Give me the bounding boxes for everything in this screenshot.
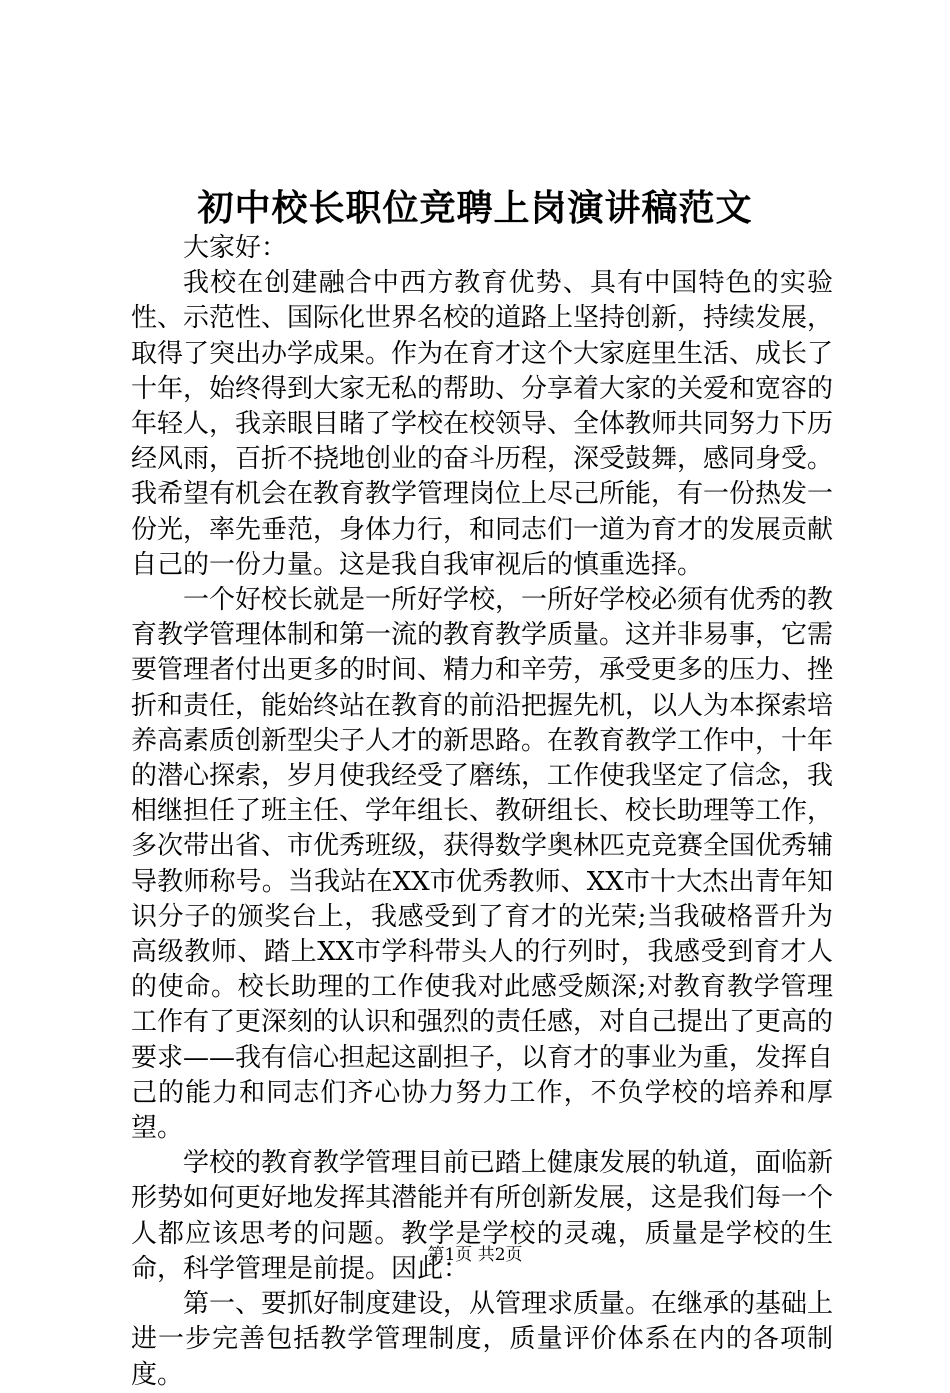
paragraph: 我校在创建融合中西方教育优势、具有中国特色的实验性、示范性、国际化世界名校的道路上坚持创新，持续发展，取得了突出办学成果。作为在育才这个大家庭里生活、成长了十年，始终得到大家无私的帮助、分享着大家的关爱和宽容的年轻人，我亲眼目睹了学校在校领导、全体教师共同努力下历经风雨，百折不挠地创业的奋斗历程，深受鼓舞，感同身受。我希望有机会在教育教学管理岗位上尽己所能，有一份热发一份光，率先垂范，身体力行，和同志们一道为育才的发展贡献自己的一份力量。这是我自我审视后的慎重选择。 bbox=[131, 268, 834, 580]
paragraph: 一个好校长就是一所好学校，一所好学校必须有优秀的教育教学管理体制和第一流的教育教学质量。这并非易事，它需要管理者付出更多的时间、精力和辛劳，承受更多的压力、挫折和责任，能始终站在教育的前沿把握先机，以人为本探索培养高素质创新型尖子人才的新思路。在教育教学工作中，十年的潜心探索，岁月使我经受了磨练，工作使我坚定了信念，我相继担任了班主任、学年组长、教研组长、校长助理等工作，多次带出省、市优秀班级，获得数学奥林匹克竞赛全国优秀辅导教师称号。当我站在XX市优秀教师、XX市十大杰出青年知识分子的颁奖台上，我感受到了育才的光荣;当我破格晋升为高级教师、踏上XX市学科带头人的行列时，我感受到育才人的使命。校长助理的工作使我对此感受颇深;对教育教学管理工作有了更深刻的认识和强烈的责任感，对自己提出了更高的要求——我有信心担起这副担子，以育才的事业为重，发挥自己的能力和同志们齐心协力努力工作，不负学校的培养和厚望。 bbox=[131, 585, 834, 1144]
paragraph: 第一、要抓好制度建设，从管理求质量。在继承的基础上进一步完善包括教学管理制度，质量评价体系在内的各项制度。 bbox=[131, 1289, 834, 1390]
document-body bbox=[131, 231, 833, 1393]
page-number-footer: 第1页 共2页 bbox=[427, 1245, 523, 1265]
paragraph: 学校的教育教学管理目前已踏上健康发展的轨道，面临新形势如何更好地发挥其潜能并有所创新发展，这是我们每一个人都应该思考的问题。教学是学校的灵魂，质量是学校的生命，科学管理是前提。因此： bbox=[131, 1148, 834, 1284]
paragraph-greeting: 大家好： bbox=[183, 233, 288, 263]
document-title: 初中校长职位竞聘上岗演讲稿范文 bbox=[197, 187, 753, 229]
